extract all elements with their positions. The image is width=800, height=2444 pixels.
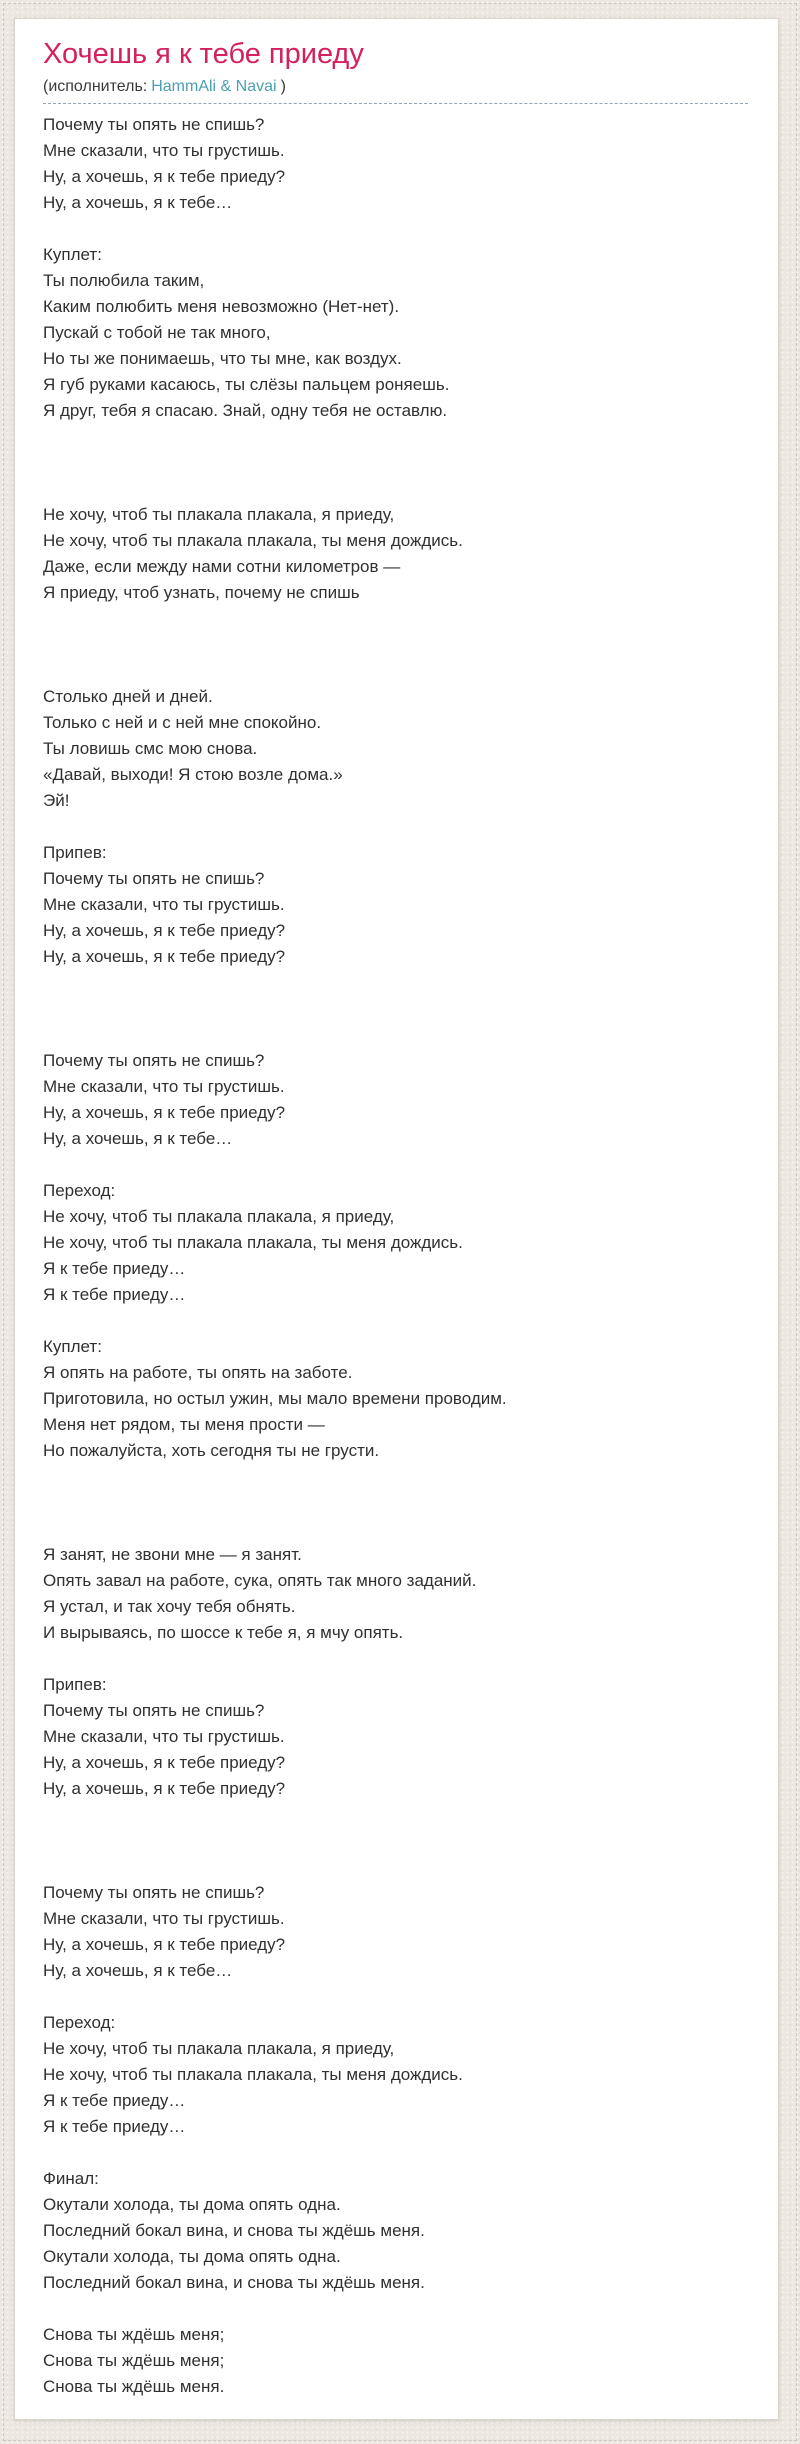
lyric-line: Припев: — [43, 1675, 107, 1694]
lyric-line: Окутали холода, ты дома опять одна. — [43, 2247, 341, 2266]
lyric-line: Даже, если между нами сотни километров — — [43, 557, 401, 576]
lyric-blank-line — [43, 814, 748, 840]
lyric-line: Ну, а хочешь, я к тебе приеду? — [43, 1779, 286, 1798]
lyric-line: «Давай, выходи! Я стою возле дома.» — [43, 765, 343, 784]
lyric-line: Только с ней и с ней мне спокойно. — [43, 713, 322, 732]
lyric-blank-line — [43, 2140, 748, 2166]
lyric-line: Ну, а хочешь, я к тебе приеду? — [43, 921, 286, 940]
lyric-line: Переход: — [43, 1181, 116, 1200]
lyric-line: Мне сказали, что ты грустишь. — [43, 1909, 285, 1928]
lyric-blank-line — [43, 1464, 748, 1490]
lyric-line: Ну, а хочешь, я к тебе приеду? — [43, 1103, 286, 1122]
lyric-line: Почему ты опять не спишь? — [43, 115, 265, 134]
lyric-blank-line — [43, 1984, 748, 2010]
lyric-line: Ты ловишь смс мою снова. — [43, 739, 258, 758]
lyric-line: Окутали холода, ты дома опять одна. — [43, 2195, 341, 2214]
lyric-line: Последний бокал вина, и снова ты ждёшь меня. — [43, 2221, 425, 2240]
lyric-blank-line — [43, 424, 748, 450]
lyric-blank-line — [43, 970, 748, 996]
lyric-line: Финал: — [43, 2169, 99, 2188]
lyric-line: Куплет: — [43, 1337, 102, 1356]
lyric-line: Снова ты ждёшь меня; — [43, 2351, 225, 2370]
lyric-line: Я к тебе приеду… — [43, 1259, 186, 1278]
lyric-line: Я приеду, чтоб узнать, почему не спишь — [43, 583, 360, 602]
lyric-line: Я к тебе приеду… — [43, 2117, 186, 2136]
lyric-line: Ну, а хочешь, я к тебе приеду? — [43, 1935, 286, 1954]
lyric-line: Не хочу, чтоб ты плакала плакала, я приеду, — [43, 1207, 395, 1226]
lyric-blank-line — [43, 1646, 748, 1672]
lyric-blank-line — [43, 996, 748, 1022]
lyric-line: Я устал, и так хочу тебя обнять. — [43, 1597, 296, 1616]
dashed-separator — [43, 103, 748, 104]
artist-line-prefix: (исполнитель: — [43, 78, 148, 95]
lyric-line: Последний бокал вина, и снова ты ждёшь меня. — [43, 2273, 425, 2292]
lyrics-text — [43, 112, 748, 2400]
lyric-blank-line — [43, 1854, 748, 1880]
lyric-blank-line — [43, 450, 748, 476]
artist-line-suffix: ) — [280, 78, 286, 95]
lyric-line: Мне сказали, что ты грустишь. — [43, 1727, 285, 1746]
lyric-line: Ну, а хочешь, я к тебе… — [43, 1129, 233, 1148]
lyric-line: Почему ты опять не спишь? — [43, 1883, 265, 1902]
lyric-line: Припев: — [43, 843, 107, 862]
lyric-blank-line — [43, 658, 748, 684]
lyric-line: Не хочу, чтоб ты плакала плакала, я приеду, — [43, 2039, 395, 2058]
lyric-blank-line — [43, 1802, 748, 1828]
page-title: Хочешь я к тебе приеду — [43, 38, 364, 70]
lyric-line: Не хочу, чтоб ты плакала плакала, ты меня дождись. — [43, 1233, 463, 1252]
lyric-line: Почему ты опять не спишь? — [43, 869, 265, 888]
lyric-line: Мне сказали, что ты грустишь. — [43, 141, 285, 160]
lyric-blank-line — [43, 476, 748, 502]
lyric-line: Эй! — [43, 791, 70, 810]
lyric-line: Приготовила, но остыл ужин, мы мало времени проводим. — [43, 1389, 507, 1408]
lyrics-card — [14, 18, 779, 2420]
lyric-line: Мне сказали, что ты грустишь. — [43, 895, 285, 914]
lyric-line: Снова ты ждёшь меня. — [43, 2377, 225, 2396]
lyric-blank-line — [43, 606, 748, 632]
lyric-blank-line — [43, 1308, 748, 1334]
lyric-line: Ну, а хочешь, я к тебе приеду? — [43, 1753, 286, 1772]
lyric-line: Ты полюбила таким, — [43, 271, 205, 290]
lyric-line: Почему ты опять не спишь? — [43, 1051, 265, 1070]
lyric-blank-line — [43, 1022, 748, 1048]
lyric-line: Но пожалуйста, хоть сегодня ты не грусти. — [43, 1441, 380, 1460]
lyric-line: Я к тебе приеду… — [43, 2091, 186, 2110]
lyric-line: Почему ты опять не спишь? — [43, 1701, 265, 1720]
lyric-blank-line — [43, 216, 748, 242]
lyric-blank-line — [43, 632, 748, 658]
lyric-line: Не хочу, чтоб ты плакала плакала, ты меня дождись. — [43, 531, 463, 550]
lyric-blank-line — [43, 1516, 748, 1542]
lyric-blank-line — [43, 1152, 748, 1178]
lyric-blank-line — [43, 1828, 748, 1854]
lyric-blank-line — [43, 2296, 748, 2322]
lyric-line: Меня нет рядом, ты меня прости — — [43, 1415, 325, 1434]
lyric-line: Мне сказали, что ты грустишь. — [43, 1077, 285, 1096]
lyric-line: Снова ты ждёшь меня; — [43, 2325, 225, 2344]
lyric-line: Опять завал на работе, сука, опять так много заданий. — [43, 1571, 477, 1590]
lyric-blank-line — [43, 1490, 748, 1516]
lyric-line: Не хочу, чтоб ты плакала плакала, ты меня дождись. — [43, 2065, 463, 2084]
artist-line — [43, 77, 748, 97]
lyric-line: Куплет: — [43, 245, 102, 264]
lyric-line: Переход: — [43, 2013, 116, 2032]
lyric-line: Ну, а хочешь, я к тебе приеду? — [43, 947, 286, 966]
lyric-line: Не хочу, чтоб ты плакала плакала, я приеду, — [43, 505, 395, 524]
lyric-line: Я занят, не звони мне — я занят. — [43, 1545, 302, 1564]
artist-link[interactable]: HammAli & Navai — [151, 78, 277, 95]
lyric-line: Столько дней и дней. — [43, 687, 213, 706]
lyric-line: Ну, а хочешь, я к тебе… — [43, 1961, 233, 1980]
lyric-line: Ну, а хочешь, я к тебе… — [43, 193, 233, 212]
lyric-line: Но ты же понимаешь, что ты мне, как воздух. — [43, 349, 402, 368]
lyric-line: Ну, а хочешь, я к тебе приеду? — [43, 167, 286, 186]
lyric-line: И вырываясь, по шоссе к тебе я, я мчу опять. — [43, 1623, 404, 1642]
lyric-line: Я опять на работе, ты опять на заботе. — [43, 1363, 353, 1382]
lyric-line: Каким полюбить меня невозможно (Нет-нет). — [43, 297, 400, 316]
lyric-line: Я к тебе приеду… — [43, 1285, 186, 1304]
lyric-line: Пускай с тобой не так много, — [43, 323, 271, 342]
lyric-line: Я друг, тебя я спасаю. Знай, одну тебя не оставлю. — [43, 401, 448, 420]
lyric-line: Я губ руками касаюсь, ты слёзы пальцем роняешь. — [43, 375, 450, 394]
